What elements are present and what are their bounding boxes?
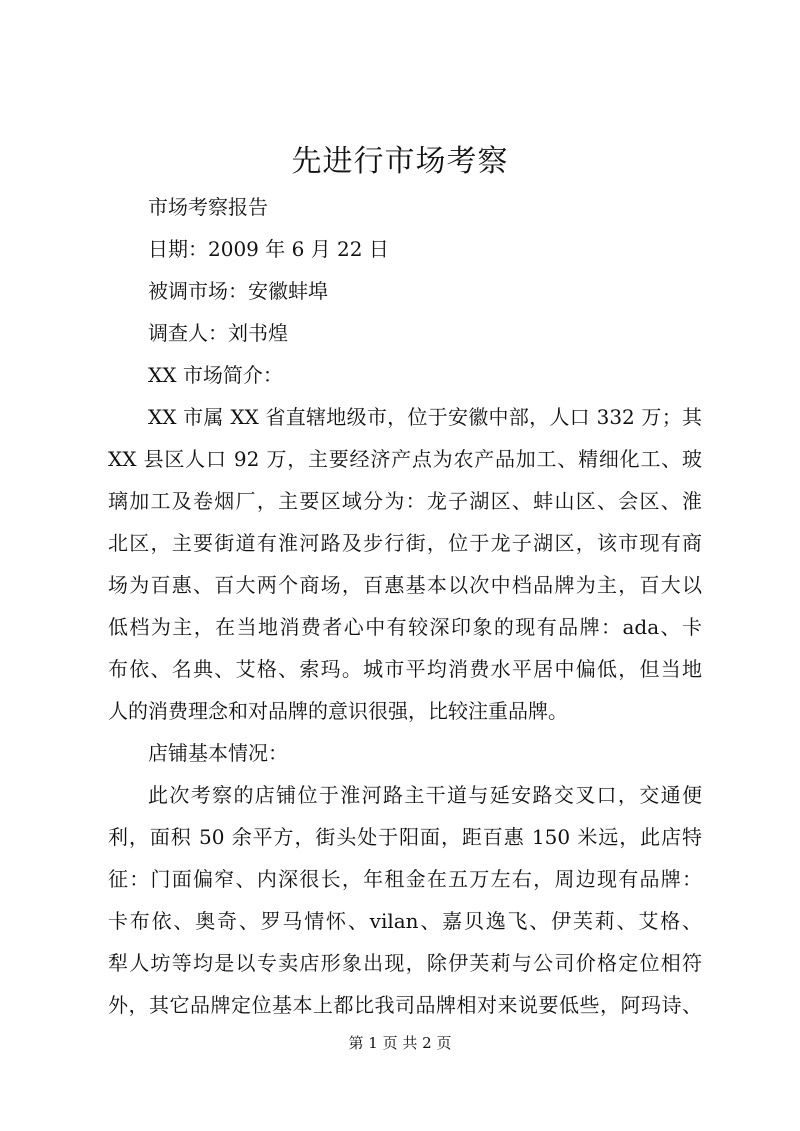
intro-line: XX 县区人口 92 万，主要经济产点为农产品加工、精细化工、玻 <box>108 447 702 471</box>
store-line: 犁人坊等均是以专卖店形象出现，除伊芙莉与公司价格定位相符 <box>108 951 702 975</box>
document-title: 先进行市场考察 <box>291 144 509 179</box>
page-footer: 第 1 页 共 2 页 <box>348 1034 452 1052</box>
investigator: 调查人：刘书煌 <box>148 321 288 345</box>
intro-line: 北区，主要街道有淮河路及步行街，位于龙子湖区，该市现有商 <box>108 531 702 555</box>
intro-line: 场为百惠、百大两个商场，百惠基本以次中档品牌为主，百大以 <box>108 573 702 597</box>
intro-line: 人的消费理念和对品牌的意识很强，比较注重品牌。 <box>108 699 568 723</box>
report-name: 市场考察报告 <box>148 195 268 219</box>
store-line: 外，其它品牌定位基本上都比我司品牌相对来说要低些，阿玛诗、 <box>108 993 702 1017</box>
intro-line: 璃加工及卷烟厂，主要区域分为：龙子湖区、蚌山区、会区、淮 <box>108 489 702 513</box>
intro-line: 低档为主，在当地消费者心中有较深印象的现有品牌：ada、卡 <box>108 615 702 639</box>
intro-line: XX 市属 XX 省直辖地级市，位于安徽中部，人口 332 万；其 <box>148 405 702 429</box>
store-line: 此次考察的店铺位于淮河路主干道与延安路交叉口，交通便 <box>148 783 702 807</box>
store-line: 征：门面偏窄、内深很长，年租金在五万左右，周边现有品牌： <box>108 867 702 891</box>
document-body <box>108 186 702 1026</box>
store-heading: 店铺基本情况： <box>148 741 288 765</box>
surveyed-market: 被调市场：安徽蚌埠 <box>148 279 328 303</box>
store-line: 利，面积 50 余平方，街头处于阳面，距百惠 150 米远，此店特 <box>108 825 702 849</box>
intro-heading: XX 市场简介： <box>148 363 283 387</box>
report-date: 日期：2009 年 6 月 22 日 <box>148 237 389 261</box>
store-line: 卡布依、奥奇、罗马情怀、vilan、嘉贝逸飞、伊芙莉、艾格、 <box>108 909 702 933</box>
intro-line: 布依、名典、艾格、索玛。城市平均消费水平居中偏低，但当地 <box>108 657 702 681</box>
